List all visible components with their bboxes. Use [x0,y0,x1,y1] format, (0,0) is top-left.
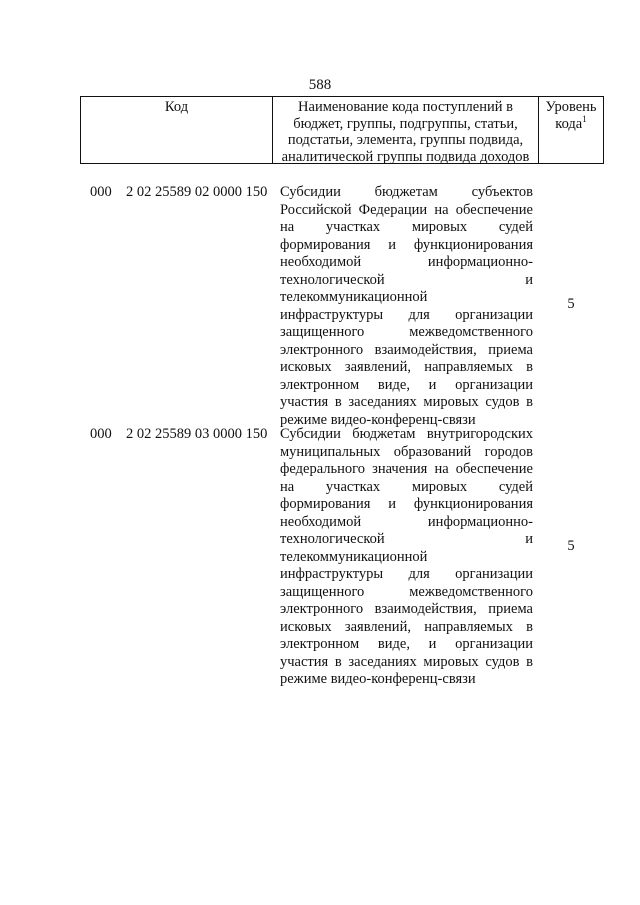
row-prefix: 000 [90,184,112,200]
header-level-footnote: 1 [582,113,587,124]
header-name-cell [273,97,539,163]
table-row [80,184,604,428]
table-header [80,96,604,164]
row-code: 2 02 25589 02 0000 150 [126,184,268,200]
row-level: 5 [567,296,575,312]
row-description: Субсидии бюджетам субъектов Российской Федерации на обеспечение на участках мировых судей формирования и функционирования необходимой информационно-технологической и телекоммуникационной инфраструктуры для организации защищенного межведомственного электронного взаимодействия, приема исковых заявлений, направляемых в электронном виде, и организации участия в заседаниях мировых судов в режиме видео-конференц-связи [280,184,533,428]
table-row [80,426,604,687]
header-code-label: Код [164,99,189,115]
page-number: 588 [308,77,332,93]
row-level: 5 [567,538,575,554]
header-level-label: Уровень [545,99,597,115]
row-code: 2 02 25589 03 0000 150 [126,426,268,442]
row-description: Субсидии бюджетам внутригородских муниципальных образований городов федерального значения на обеспечение на участках мировых судей формирования и функционирования необходимой информационно-технологической и телекоммуникационной инфраструктуры для организации защищенного межведомственного электронного взаимодействия, приема исковых заявлений, направляемых в электронном виде, и организации участия в заседаниях мировых судов в режиме видео-конференц-связи [280,426,533,687]
header-level-code-label: кода [555,115,583,132]
row-prefix: 000 [90,426,112,442]
header-name-label: Наименование кода поступлений в бюджет, группы, подгруппы, статьи, подстатьи, элемента, группы подвида, аналитической группы подвида доходов [281,99,530,165]
header-code-cell [81,97,273,163]
header-level-cell [539,97,603,163]
